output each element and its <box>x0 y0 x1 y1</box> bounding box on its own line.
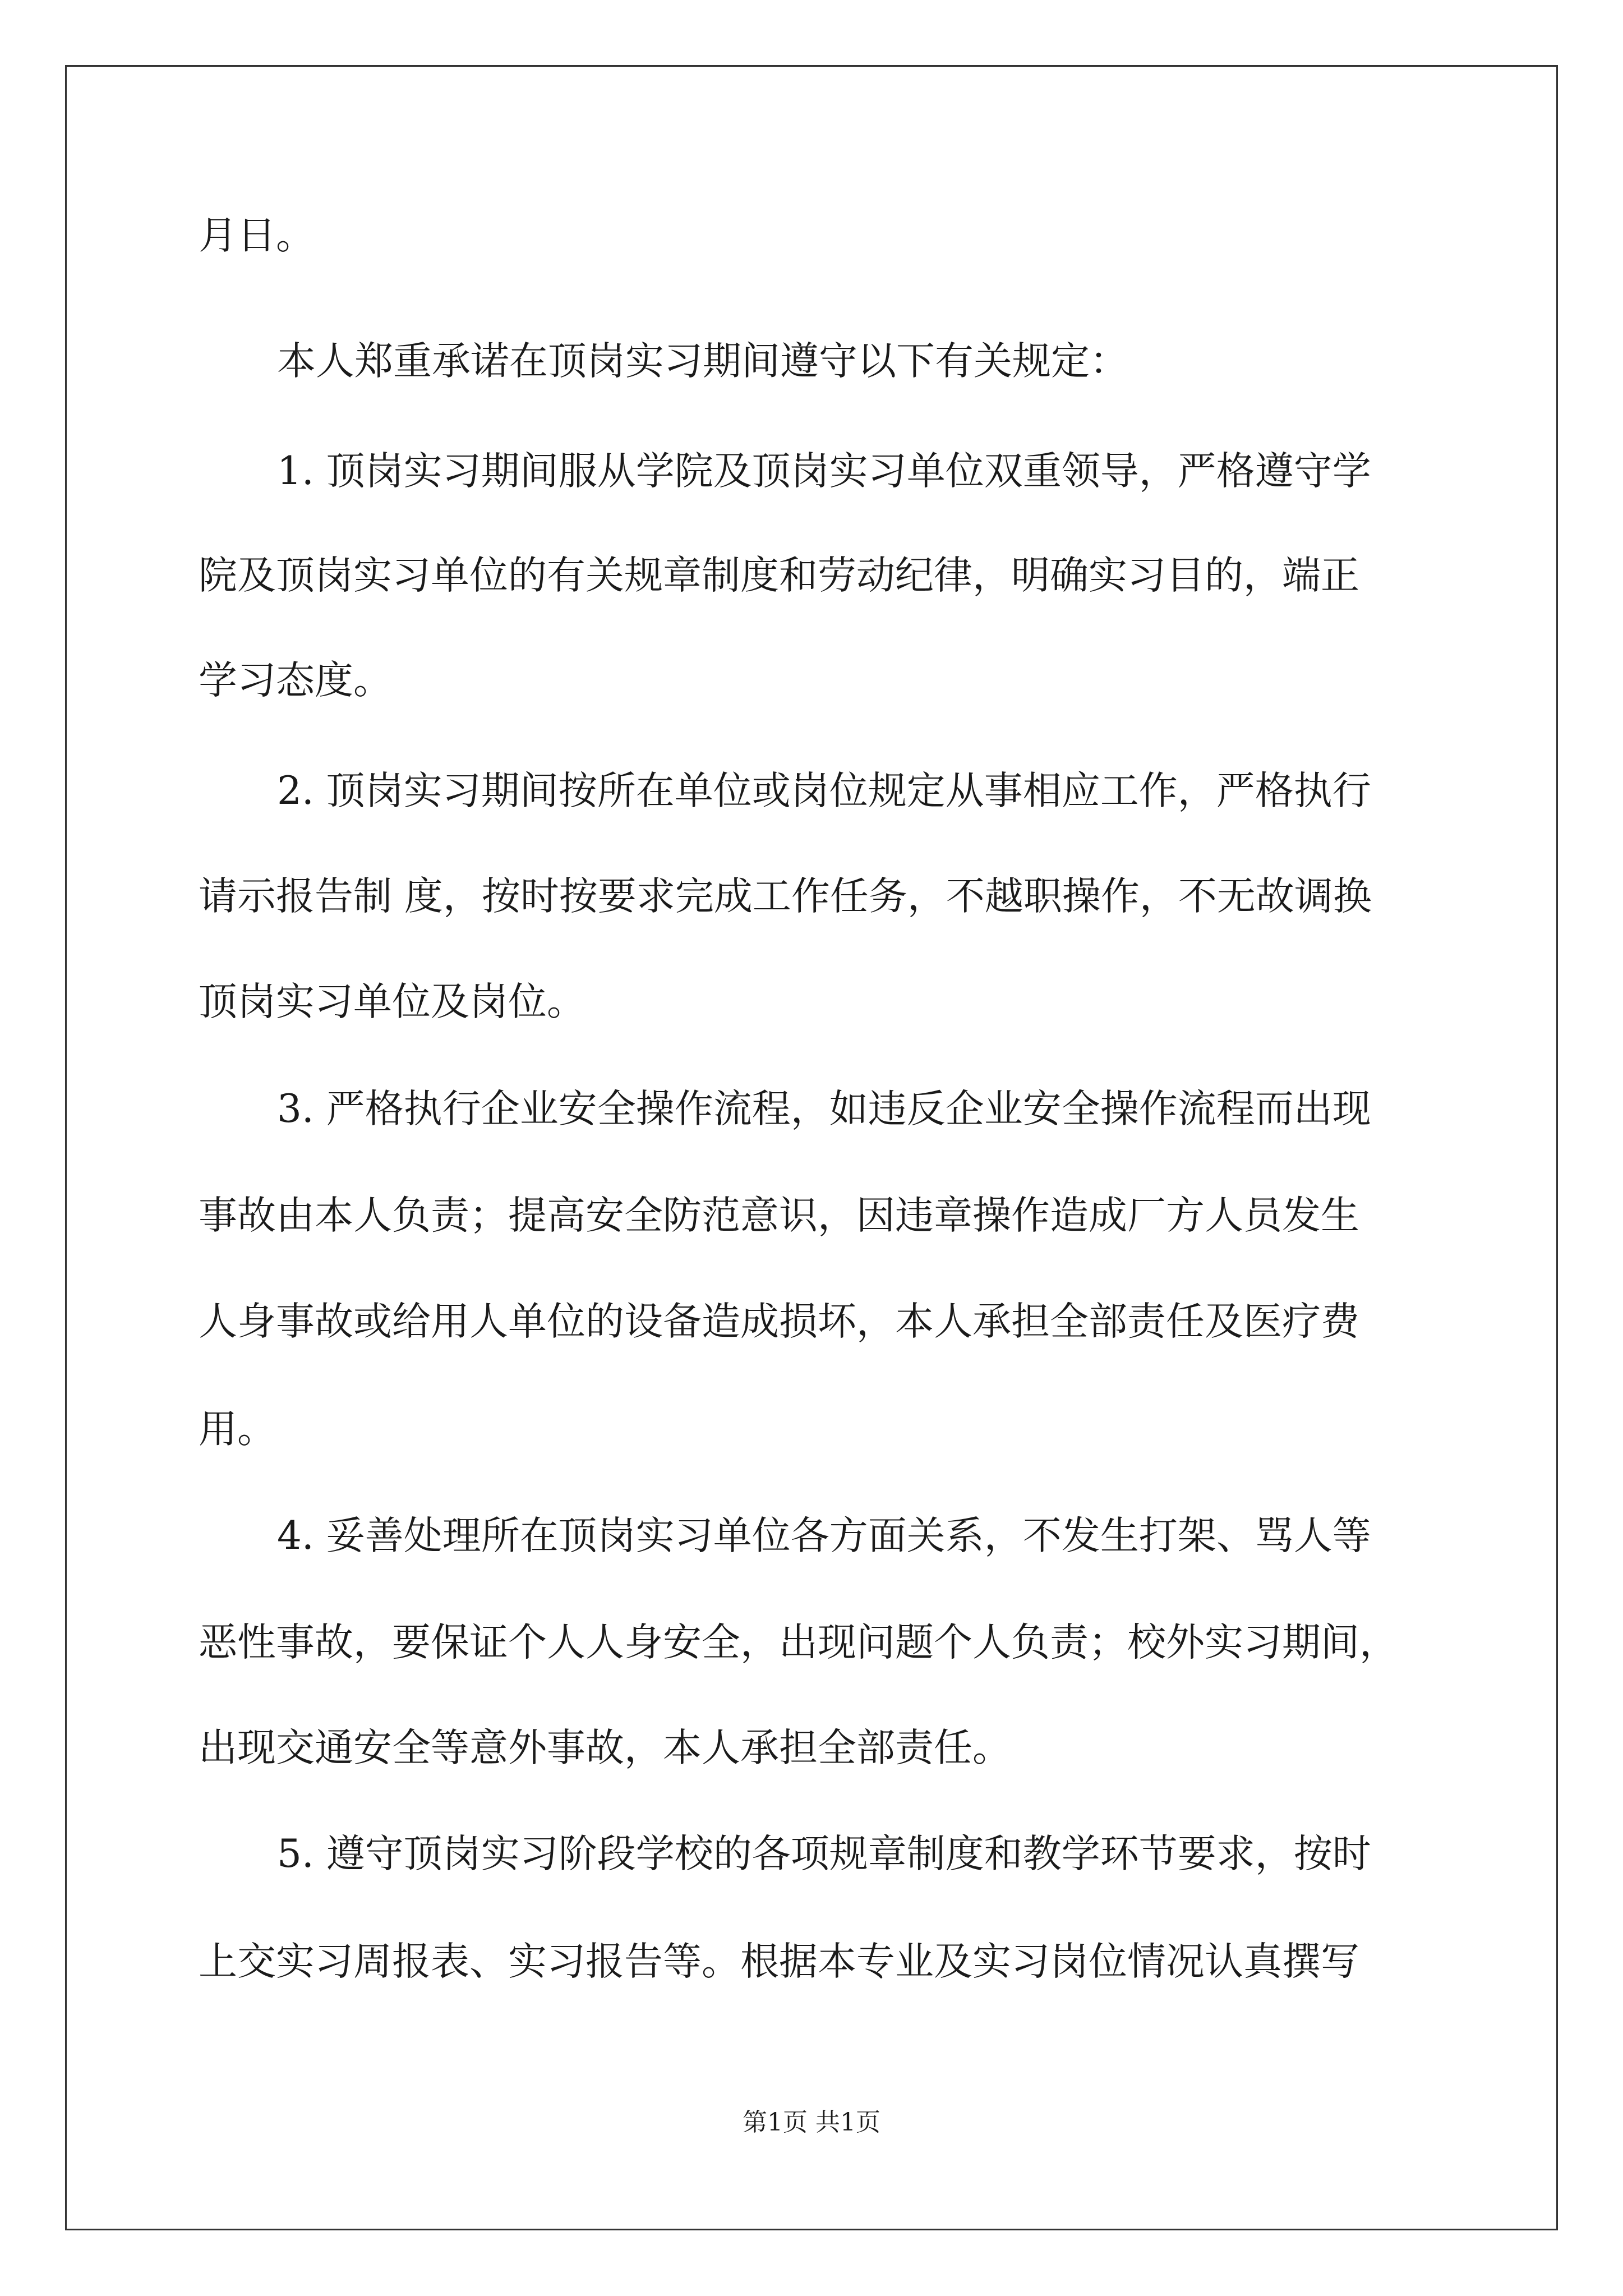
text-line: 顶岗实习单位及岗位。 <box>199 979 585 1024</box>
text-line: 学习态度。 <box>199 658 392 703</box>
text-line: 出现交通安全等意外事故，本人承担全部责任。 <box>199 1726 1011 1770</box>
page-footer: 第1页 共1页 <box>743 2108 880 2137</box>
text-line: 3. 严格执行企业安全操作流程，如违反企业安全操作流程而出现 <box>277 1087 1371 1131</box>
text-line: 本人郑重承诺在顶岗实习期间遵守以下有关规定： <box>277 339 1128 384</box>
text-line: 事故由本人负责；提高安全防范意识，因违章操作造成厂方人员发生 <box>199 1193 1359 1238</box>
text-line: 月日。 <box>199 213 315 258</box>
text-line: 2. 顶岗实习期间按所在单位或岗位规定从事相应工作，严格执行 <box>277 769 1371 813</box>
text-line: 恶性事故，要保证个人人身安全，出现问题个人负责；校外实习期间， <box>199 1620 1398 1665</box>
text-line: 人身事故或给用人单位的设备造成损坏，本人承担全部责任及医疗费 <box>199 1299 1359 1344</box>
text-line: 上交实习周报表、实习报告等。根据本专业及实习岗位情况认真撰写 <box>199 1939 1359 1984</box>
text-line: 4. 妥善处理所在顶岗实习单位各方面关系，不发生打架、骂人等 <box>277 1513 1371 1558</box>
text-line: 5. 遵守顶岗实习阶段学校的各项规章制度和教学环节要求，按时 <box>277 1832 1371 1876</box>
text-line: 院及顶岗实习单位的有关规章制度和劳动纪律，明确实习目的，端正 <box>199 553 1359 598</box>
text-line: 1. 顶岗实习期间服从学院及顶岗实习单位双重领导，严格遵守学 <box>277 449 1371 494</box>
text-line: 用。 <box>199 1407 276 1452</box>
text-line: 请示报告制 度，按时按要求完成工作任务，不越职操作，不无故调换 <box>199 874 1372 919</box>
page-border <box>65 65 1558 2230</box>
